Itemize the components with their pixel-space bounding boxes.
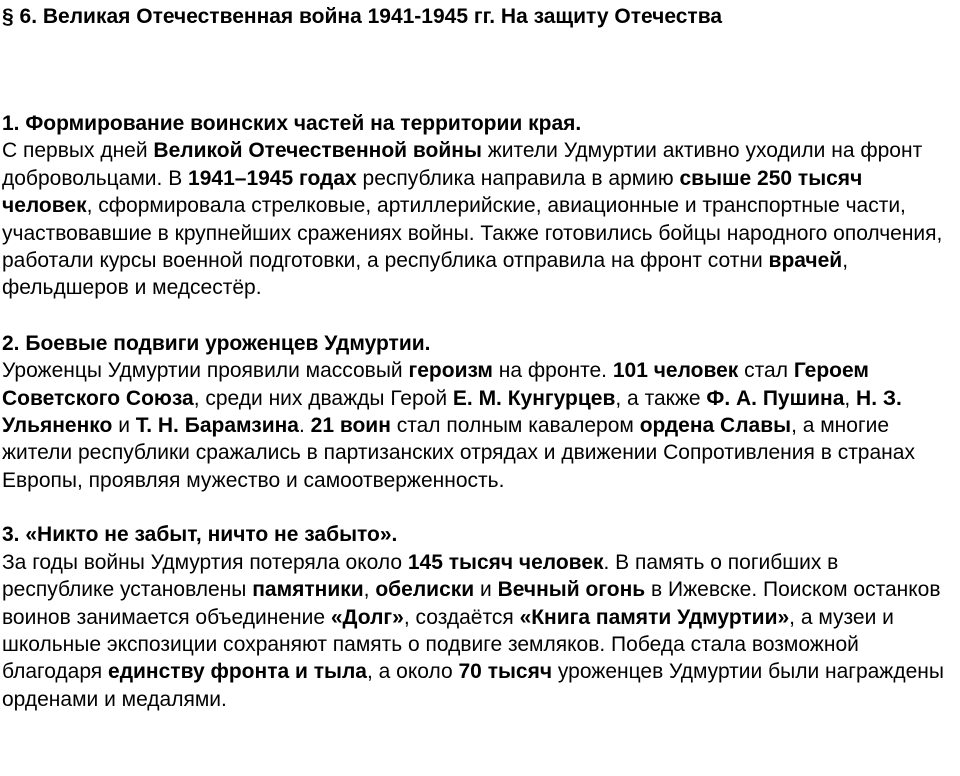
section-paragraph: За годы войны Удмуртия потеряла около 145 тысяч человек. В память о погибших в республике установлены памятники, обелиски и Вечный огонь в Ижевске. Поиском останков воинов занимается объединение «Долг», создаётся «Книга памяти Удмуртии», а музеи и школьные экспозиции сохраняют память о подвиге земляков. Победа стала возможной благодаря единству фронта и тыла, а около 70 тысяч уроженцев Удмуртии были награждены орденами и медалями.	[2, 550, 944, 711]
emphasis-text: врачей	[768, 249, 843, 273]
section-paragraph: Уроженцы Удмуртии проявили массовый героизм на фронте. 101 человек стал Героем Советского Союза, среди них дважды Герой Е. М. Кунгурцев, а также Ф. А. Пушина, Н. З. Ульяненко и Т. Н. Барамзина. 21 воин стал полным кавалером ордена Славы, а многие жители республики сражались в партизанских отрядах и движении Сопротивления в странах Европы, проявляя мужество и самоотверженность.	[2, 359, 915, 492]
section-heading: 3. «Никто не забыт, ничто не забыто».	[2, 523, 398, 547]
emphasis-text: Ф. А. Пушина	[706, 386, 845, 410]
section-feats	[2, 330, 956, 494]
emphasis-text: Вечный огонь	[497, 578, 646, 602]
emphasis-text: свыше 250 тысяч человек	[2, 166, 863, 218]
emphasis-text: обелиски	[375, 578, 475, 602]
emphasis-text: 21 воин	[310, 414, 391, 438]
emphasis-text: Н. З. Ульяненко	[2, 386, 902, 438]
emphasis-text: Великой Отечественной войны	[153, 139, 482, 163]
section-paragraph: С первых дней Великой Отечественной войны жители Удмуртии активно уходили на фронт добровольцами. В 1941–1945 годах республика направила в армию свыше 250 тысяч человек, сформировала стрелковые, артиллерийские, авиационные и транспортные части, участвовавшие в крупнейших сражениях войны. Также готовились бойцы народного ополчения, работали курсы военной подготовки, а республика отправила на фронт сотни врачей, фельдшеров и медсестёр.	[2, 139, 943, 300]
emphasis-text: 145 тысяч человек	[407, 550, 604, 574]
emphasis-text: 101 человек	[612, 359, 739, 383]
emphasis-text: ордена Славы	[639, 414, 792, 438]
section-formation	[2, 110, 956, 302]
emphasis-text: «Книга памяти Удмуртии»	[519, 605, 790, 629]
emphasis-text: Т. Н. Барамзина	[135, 414, 299, 438]
emphasis-text: памятники	[252, 578, 364, 602]
emphasis-text: Е. М. Кунгурцев	[452, 386, 616, 410]
section-heading: 2. Боевые подвиги уроженцев Удмуртии.	[2, 331, 431, 355]
emphasis-text: 1941–1945 годах	[188, 166, 357, 190]
section-heading: 1. Формирование воинских частей на территории края.	[2, 112, 582, 135]
page-title: § 6. Великая Отечественная война 1941-1945 гг. На защиту Отечества	[2, 5, 723, 28]
emphasis-text: единству фронта и тыла	[108, 660, 367, 684]
emphasis-text: Героем Советского Союза	[2, 359, 869, 410]
section-memory	[2, 521, 956, 713]
emphasis-text: «Долг»	[330, 605, 404, 629]
emphasis-text: героизм	[408, 359, 493, 383]
emphasis-text: 70 тысяч	[458, 660, 553, 684]
